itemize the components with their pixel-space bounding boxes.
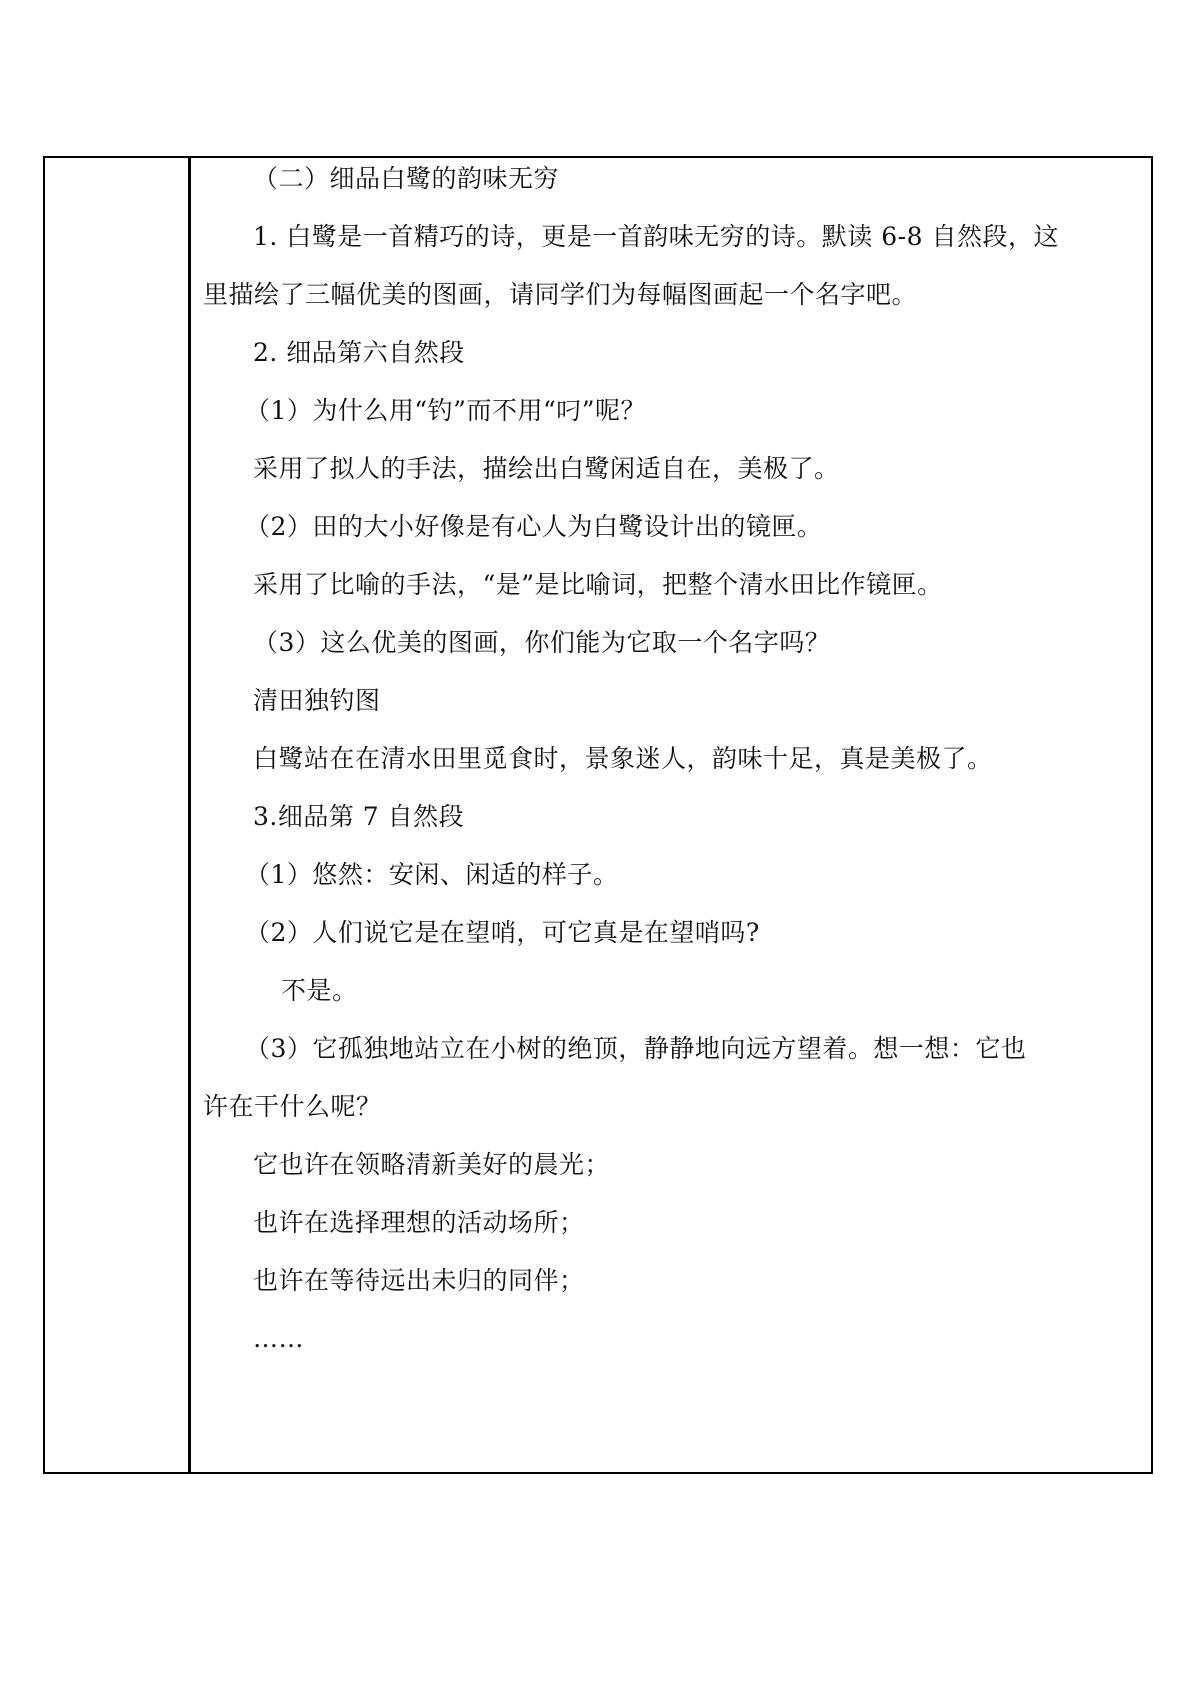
table-content-cell <box>193 158 1151 1472</box>
subsection-heading: 3.细品第 7 自然段 <box>253 802 465 831</box>
lesson-table <box>43 156 1153 1474</box>
question-line: （3）它孤独地站立在小树的绝顶，静静地向远方望着。想一想：它也 <box>245 1034 1027 1063</box>
answer-line: 不是。 <box>281 976 358 1005</box>
table-left-column <box>45 158 191 1472</box>
answer-line: 也许在选择理想的活动场所； <box>253 1208 585 1237</box>
answer-line: 它也许在领略清新美好的晨光； <box>253 1150 611 1179</box>
paragraph-line: 里描绘了三幅优美的图画，请同学们为每幅图画起一个名字吧。 <box>203 280 918 309</box>
question-line: 许在干什么呢？ <box>203 1092 382 1121</box>
question-line: （2）人们说它是在望哨，可它真是在望哨吗? <box>245 918 760 947</box>
question-line: （1）为什么用“钓”而不用“叼”呢？ <box>245 396 647 425</box>
answer-line: 采用了比喻的手法，“是”是比喻词，把整个清水田比作镜匣。 <box>253 570 943 599</box>
answer-line: 采用了拟人的手法，描绘出白鹭闲适自在，美极了。 <box>253 454 840 483</box>
answer-line: 也许在等待远出未归的同伴； <box>253 1266 585 1295</box>
paragraph-line: 1. 白鹭是一首精巧的诗，更是一首韵味无穷的诗。默读 6-8 自然段，这 <box>253 222 1059 251</box>
question-line: （2）田的大小好像是有心人为白鹭设计出的镜匣。 <box>245 512 823 541</box>
answer-line: 白鹭站在在清水田里觅食时，景象迷人，韵味十足，真是美极了。 <box>253 744 993 773</box>
subsection-heading: 2. 细品第六自然段 <box>253 338 465 367</box>
answer-line: 清田独钓图 <box>253 686 381 715</box>
ellipsis-line: …… <box>253 1324 304 1353</box>
question-line: （1）悠然：安闲、闲适的样子。 <box>245 860 619 889</box>
question-line: （3）这么优美的图画，你们能为它取一个名字吗？ <box>253 628 831 657</box>
section-heading: （二）细品白鹭的韵味无穷 <box>253 164 560 193</box>
